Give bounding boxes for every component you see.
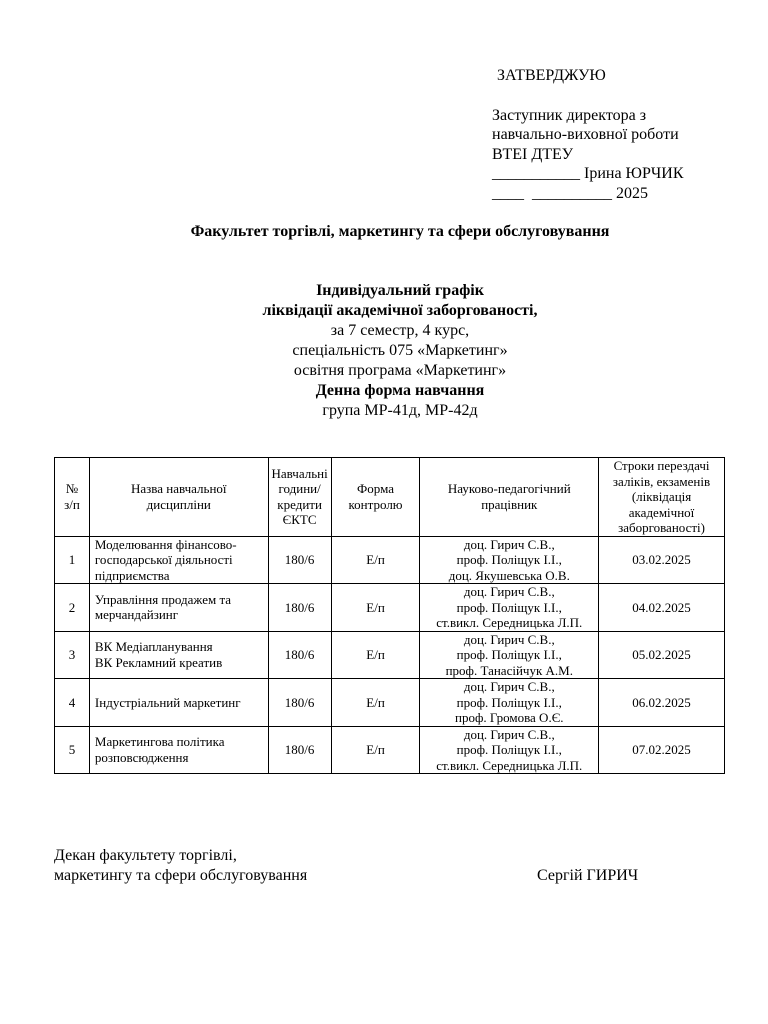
- title-line: освітня програма «Маркетинг»: [293, 362, 507, 379]
- row-num: 4: [55, 679, 90, 727]
- table-row: [55, 584, 725, 632]
- row-date: 03.02.2025: [599, 536, 725, 584]
- row-num: 3: [55, 631, 90, 679]
- header-teacher: Науково-педагогічний працівник: [420, 458, 599, 537]
- row-discipline: ВК Медіапланування ВК Рекламний креатив: [89, 631, 268, 679]
- row-date: 07.02.2025: [599, 726, 725, 774]
- document-title: [0, 281, 768, 421]
- header-discipline: Назва навчальної дисципліни: [89, 458, 268, 537]
- row-hours: 180/6: [268, 584, 331, 632]
- approval-block: [492, 66, 684, 203]
- header-hours: Навчальні години/ кредити ЄКТС: [268, 458, 331, 537]
- approval-line: Заступник директора з: [492, 106, 647, 124]
- row-hours: 180/6: [268, 726, 331, 774]
- title-line: спеціальність 075 «Маркетинг»: [292, 342, 508, 359]
- approval-signature-line: ___________ Ірина ЮРЧИК: [492, 165, 684, 182]
- approval-line: ВТЕІ ДТЕУ: [492, 145, 574, 163]
- row-discipline: Моделювання фінансово- господарської діяльності підприємства: [89, 536, 268, 584]
- faculty-title: Факультет торгівлі, маркетингу та сфери обслуговування: [190, 223, 610, 240]
- title-line: ліквідації академічної заборгованості,: [262, 302, 538, 319]
- row-control-form: Е/п: [331, 584, 420, 632]
- table-row: [55, 679, 725, 727]
- row-teachers: доц. Гирич С.В., проф. Поліщук І.І., ст.викл. Середницька Л.П.: [420, 584, 599, 632]
- approval-heading: ЗАТВЕРДЖУЮ: [497, 67, 606, 84]
- title-line: група МР-41д, МР-42д: [322, 402, 478, 419]
- signer-name: Сергій ГИРИЧ: [537, 867, 639, 884]
- row-num: 2: [55, 584, 90, 632]
- approval-line: навчально-виховної роботи: [492, 126, 679, 143]
- row-discipline: Індустріальний маркетинг: [89, 679, 268, 727]
- approval-date-line: ____ __________ 2025: [492, 184, 648, 202]
- table-row: [55, 536, 725, 584]
- table-row: [55, 631, 725, 679]
- row-num: 1: [55, 536, 90, 584]
- table-header-row: [55, 458, 725, 537]
- signer-position: маркетингу та сфери обслуговування: [54, 867, 308, 884]
- schedule-table: [54, 457, 725, 774]
- row-teachers: доц. Гирич С.В., проф. Поліщук І.І., доц. Якушевська О.В.: [420, 536, 599, 584]
- title-line: Індивідуальний графік: [316, 282, 484, 299]
- row-num: 5: [55, 726, 90, 774]
- header-num: № з/п: [55, 458, 90, 537]
- row-control-form: Е/п: [331, 536, 420, 584]
- row-teachers: доц. Гирич С.В., проф. Поліщук І.І., ст.викл. Середницька Л.П.: [420, 726, 599, 774]
- header-dates: Строки перездачі заліків, екзаменів (ліквідація академічної заборгованості): [599, 458, 725, 537]
- row-control-form: Е/п: [331, 631, 420, 679]
- row-hours: 180/6: [268, 536, 331, 584]
- row-discipline: Управління продажем та мерчандайзинг: [89, 584, 268, 632]
- signature-block: [54, 846, 307, 886]
- row-teachers: доц. Гирич С.В., проф. Поліщук І.І., проф. Танасійчук А.М.: [420, 631, 599, 679]
- row-control-form: Е/п: [331, 726, 420, 774]
- row-discipline: Маркетингова політика розповсюдження: [89, 726, 268, 774]
- row-hours: 180/6: [268, 679, 331, 727]
- row-hours: 180/6: [268, 631, 331, 679]
- header-control-form: Форма контролю: [331, 458, 420, 537]
- signer-position: Декан факультету торгівлі,: [54, 847, 237, 864]
- row-date: 04.02.2025: [599, 584, 725, 632]
- title-line: Денна форма навчання: [315, 382, 485, 399]
- row-date: 06.02.2025: [599, 679, 725, 727]
- row-date: 05.02.2025: [599, 631, 725, 679]
- row-teachers: доц. Гирич С.В., проф. Поліщук І.І., проф. Громова О.Є.: [420, 679, 599, 727]
- table-row: [55, 726, 725, 774]
- title-line: за 7 семестр, 4 курс,: [330, 322, 470, 339]
- row-control-form: Е/п: [331, 679, 420, 727]
